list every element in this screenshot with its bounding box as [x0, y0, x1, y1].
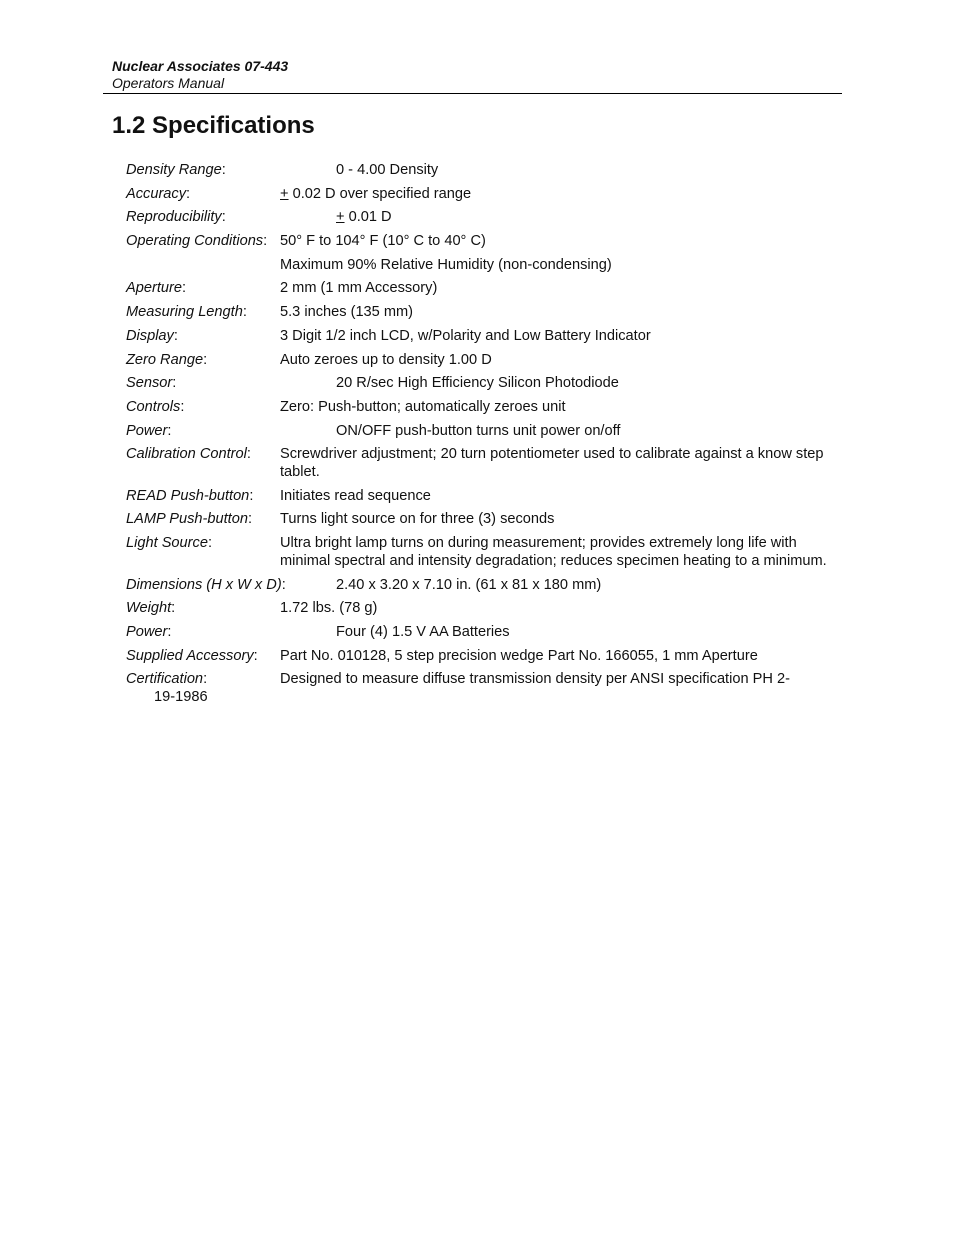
- spec-label: LAMP Push-button: [126, 511, 248, 528]
- specifications-list: [126, 162, 842, 713]
- header-rule: [103, 93, 842, 94]
- spec-value: Turns light source on for three (3) seconds: [280, 511, 555, 528]
- spec-value: Designed to measure diffuse transmission density per ANSI specification PH 2-: [280, 671, 790, 688]
- spec-label: Density Range: [126, 162, 222, 178]
- spec-row-light-source: Light Source: Ultra bright lamp turns on during measurement; provides extremely long life with minimal spectral and intensity degradation; reduces specimen heating to a minimum.: [126, 535, 842, 571]
- spec-label: Display: [126, 327, 174, 344]
- spec-row-controls: Controls: Zero: Push-button; automatically zeroes unit: [126, 399, 842, 417]
- spec-value: Part No. 010128, 5 step precision wedge Part No. 166055, 1 mm Aperture: [280, 647, 758, 664]
- spec-value: Screwdriver adjustment; 20 turn potentiometer used to calibrate against a know step tablet.: [280, 446, 824, 481]
- spec-value: 20 R/sec High Efficiency Silicon Photodiode: [336, 375, 619, 392]
- spec-row-dimensions: Dimensions (H x W x D): 2.40 x 3.20 x 7.10 in. (61 x 81 x 180 mm): [126, 577, 842, 595]
- spec-row-lamp-push-button: LAMP Push-button: Turns light source on for three (3) seconds: [126, 511, 842, 529]
- spec-value: Four (4) 1.5 V AA Batteries: [336, 623, 510, 640]
- spec-row-measuring-length: Measuring Length: 5.3 inches (135 mm): [126, 304, 842, 322]
- spec-row-sensor: Sensor: 20 R/sec High Efficiency Silicon Photodiode: [126, 375, 842, 393]
- spec-row-reproducibility: Reproducibility: + 0.01 D: [126, 209, 392, 226]
- spec-row-certification: Certification: Designed to measure diffuse transmission density per ANSI specification PH 2- 19-1986: [126, 671, 842, 707]
- spec-label: READ Push-button: [126, 487, 250, 504]
- spec-row-aperture: Aperture: 2 mm (1 mm Accessory): [126, 280, 842, 298]
- spec-row-read-push-button: READ Push-button: Initiates read sequence: [126, 488, 842, 506]
- spec-row-density-range: Density Range: 0 - 4.00 Density: [126, 162, 842, 180]
- spec-label: Weight: [126, 600, 172, 617]
- spec-row-weight: Weight: 1.72 lbs. (78 g): [126, 600, 842, 618]
- spec-value: 5.3 inches (135 mm): [280, 304, 414, 321]
- spec-label: Power: [126, 422, 168, 439]
- spec-label: Zero Range: [126, 351, 204, 368]
- spec-label: Supplied Accessory: [126, 647, 254, 664]
- spec-row-accuracy: Accuracy: + 0.02 D over specified range: [126, 185, 472, 202]
- spec-label: Certification: [126, 671, 204, 688]
- spec-label: Accuracy: [126, 185, 187, 202]
- spec-row-supplied-accessory: Supplied Accessory: Part No. 010128, 5 step precision wedge Part No. 166055, 1 mm Aperture: [126, 648, 842, 666]
- spec-value: Auto zeroes up to density 1.00 D: [280, 351, 492, 368]
- spec-value: 0 - 4.00 Density: [336, 162, 439, 178]
- spec-value: Initiates read sequence: [280, 487, 431, 504]
- plus-minus-sign: +: [280, 185, 289, 202]
- spec-label: Calibration Control: [126, 446, 247, 463]
- spec-row-calibration-control: Calibration Control: Screwdriver adjustment; 20 turn potentiometer used to calibrate against a know step tablet.: [126, 446, 842, 482]
- spec-value: Maximum 90% Relative Humidity (non-condensing): [280, 256, 612, 273]
- spec-row-power-batteries: Power: Four (4) 1.5 V AA Batteries: [126, 624, 842, 642]
- spec-row-power-switch: Power: ON/OFF push-button turns unit power on/off: [126, 423, 842, 441]
- spec-label: Controls: [126, 398, 181, 415]
- spec-value-continuation: 19-1986: [154, 689, 208, 706]
- spec-value: 2.40 x 3.20 x 7.10 in. (61 x 81 x 180 mm): [336, 576, 602, 593]
- section-title: 1.2 Specifications: [112, 112, 315, 139]
- spec-row-humidity: [126, 257, 842, 275]
- spec-value: 50° F to 104° F (10° C to 40° C): [280, 233, 486, 250]
- spec-row-operating-conditions: Operating Conditions: 50° F to 104° F (10° C to 40° C): [126, 233, 842, 251]
- spec-label: Operating Conditions: [126, 233, 264, 250]
- spec-value: ON/OFF push-button turns unit power on/off: [336, 422, 621, 439]
- spec-label: Sensor: [126, 375, 173, 392]
- running-header: [112, 57, 842, 92]
- spec-label: Power: [126, 623, 168, 640]
- spec-row-zero-range: Zero Range: Auto zeroes up to density 1.00 D: [126, 352, 842, 370]
- spec-label: Aperture: [126, 280, 182, 297]
- spec-label: Reproducibility: [126, 209, 222, 226]
- spec-label: Measuring Length: [126, 304, 243, 321]
- spec-value: Ultra bright lamp turns on during measurement; provides extremely long life with minimal spectral and intensity degradation; reduces specimen heating to a minimum.: [280, 535, 827, 569]
- header-product: Nuclear Associates 07-443: [112, 58, 289, 74]
- plus-minus-sign: +: [336, 209, 345, 226]
- spec-value: 0.01 D: [344, 209, 392, 226]
- spec-value: 1.72 lbs. (78 g): [280, 600, 378, 617]
- spec-value: 0.02 D over specified range: [288, 185, 472, 202]
- header-subtitle: Operators Manual: [112, 75, 225, 91]
- spec-value: Zero: Push-button; automatically zeroes unit: [280, 398, 566, 415]
- spec-row-display: Display: 3 Digit 1/2 inch LCD, w/Polarity and Low Battery Indicator: [126, 328, 842, 346]
- spec-value: 2 mm (1 mm Accessory): [280, 280, 438, 297]
- spec-label: Dimensions (H x W x D): [126, 576, 282, 593]
- spec-label: Light Source: [126, 535, 208, 552]
- spec-value: 3 Digit 1/2 inch LCD, w/Polarity and Low Battery Indicator: [280, 327, 651, 344]
